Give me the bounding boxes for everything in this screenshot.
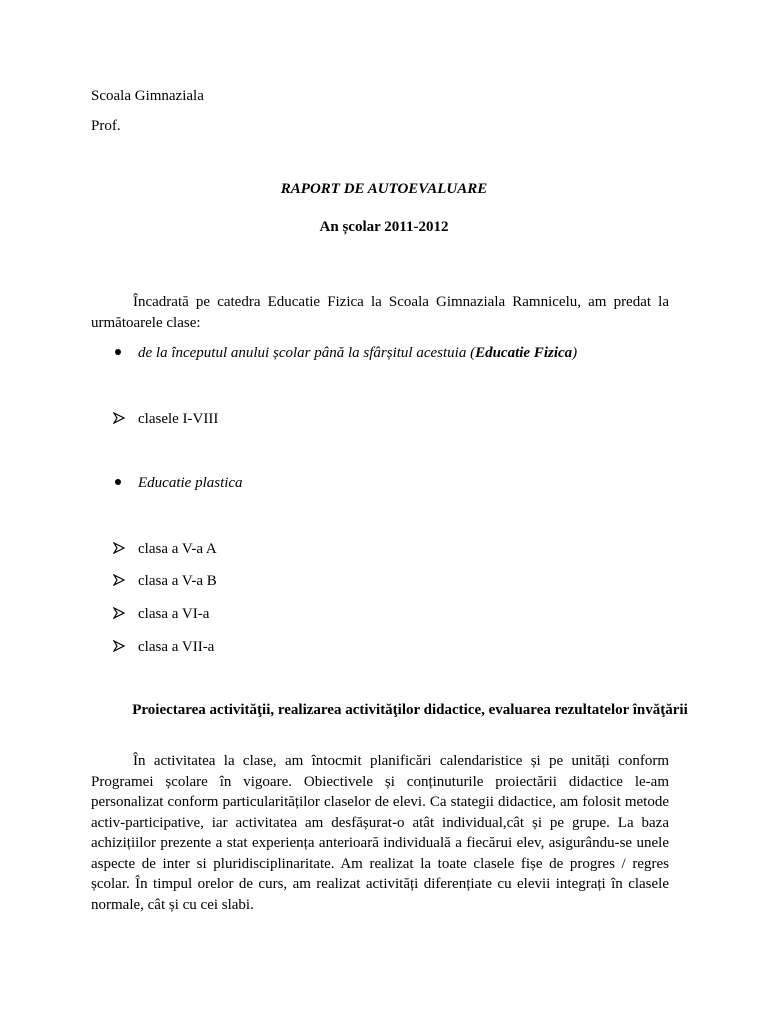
arrow-bullet-icon bbox=[113, 605, 138, 623]
school-name: Scoala Gimnaziala bbox=[91, 88, 204, 104]
intro-text: Încadrată pe catedra Educatie Fizica la Scoala Gimnaziala Ramnicelu, am predat la următoarele clase: bbox=[91, 294, 669, 331]
list-item bbox=[113, 344, 577, 362]
bullet-dot-icon bbox=[113, 344, 138, 362]
arrow-bullet-icon bbox=[113, 638, 138, 656]
bullet-dot-icon bbox=[113, 474, 138, 492]
arrow-bullet-icon bbox=[113, 572, 138, 590]
section-paragraph bbox=[91, 751, 669, 915]
list-item-text: Educatie plastica bbox=[138, 475, 243, 491]
prof-label: Prof. bbox=[91, 118, 121, 134]
list-item bbox=[113, 605, 209, 623]
list-item bbox=[113, 474, 243, 492]
list-item-text: clasa a V-a B bbox=[138, 573, 217, 589]
list-item bbox=[113, 638, 214, 656]
arrow-bullet-icon bbox=[113, 410, 138, 428]
list-item-bold: Educatie Fizica bbox=[475, 345, 573, 361]
arrow-bullet-icon bbox=[113, 540, 138, 558]
section-heading: Proiectarea activităţii, realizarea activităţilor didactice, evaluarea rezultatelor învăţării bbox=[132, 702, 688, 718]
list-item-close: ) bbox=[572, 345, 578, 361]
list-item bbox=[113, 572, 217, 590]
section-body: În activitatea la clase, am întocmit planificări calendaristice și pe unități conform Programei școlare în vigoare. Obiectivele și conținuturile proiectării didactice le-am personalizat conform particularităților claselor de elevi. Ca stategii didactice, am folosit metode activ-participative, iar activitatea am desfășurat-o atât individual,cât și pe grupe. La baza achizițiilor prezente a stat experiența anterioară individuală a fiecărui elev, asigurându-se unele aspecte de inter si pluridisciplinaritate. Am realizat la toate clasele fișe de progres / regres școlar. În timpul orelor de curs, am realizat activități diferențiate cu elevii integrați în clasele normale, cât și cu cei slabi. bbox=[91, 753, 669, 913]
school-year: An școlar 2011-2012 bbox=[319, 219, 449, 235]
list-item-text: clasele I-VIII bbox=[138, 411, 219, 427]
intro-paragraph bbox=[91, 292, 669, 333]
list-item-text: clasa a VII-a bbox=[138, 639, 215, 655]
list-item-text: clasa a VI-a bbox=[138, 606, 210, 622]
list-item-text: clasa a V-a A bbox=[138, 541, 217, 557]
list-item bbox=[113, 540, 217, 558]
document-title: RAPORT DE AUTOEVALUARE bbox=[280, 181, 488, 197]
list-item bbox=[113, 410, 218, 428]
list-item-text: de la începutul anului școlar până la sfârșitul acestuia ( bbox=[138, 345, 476, 361]
